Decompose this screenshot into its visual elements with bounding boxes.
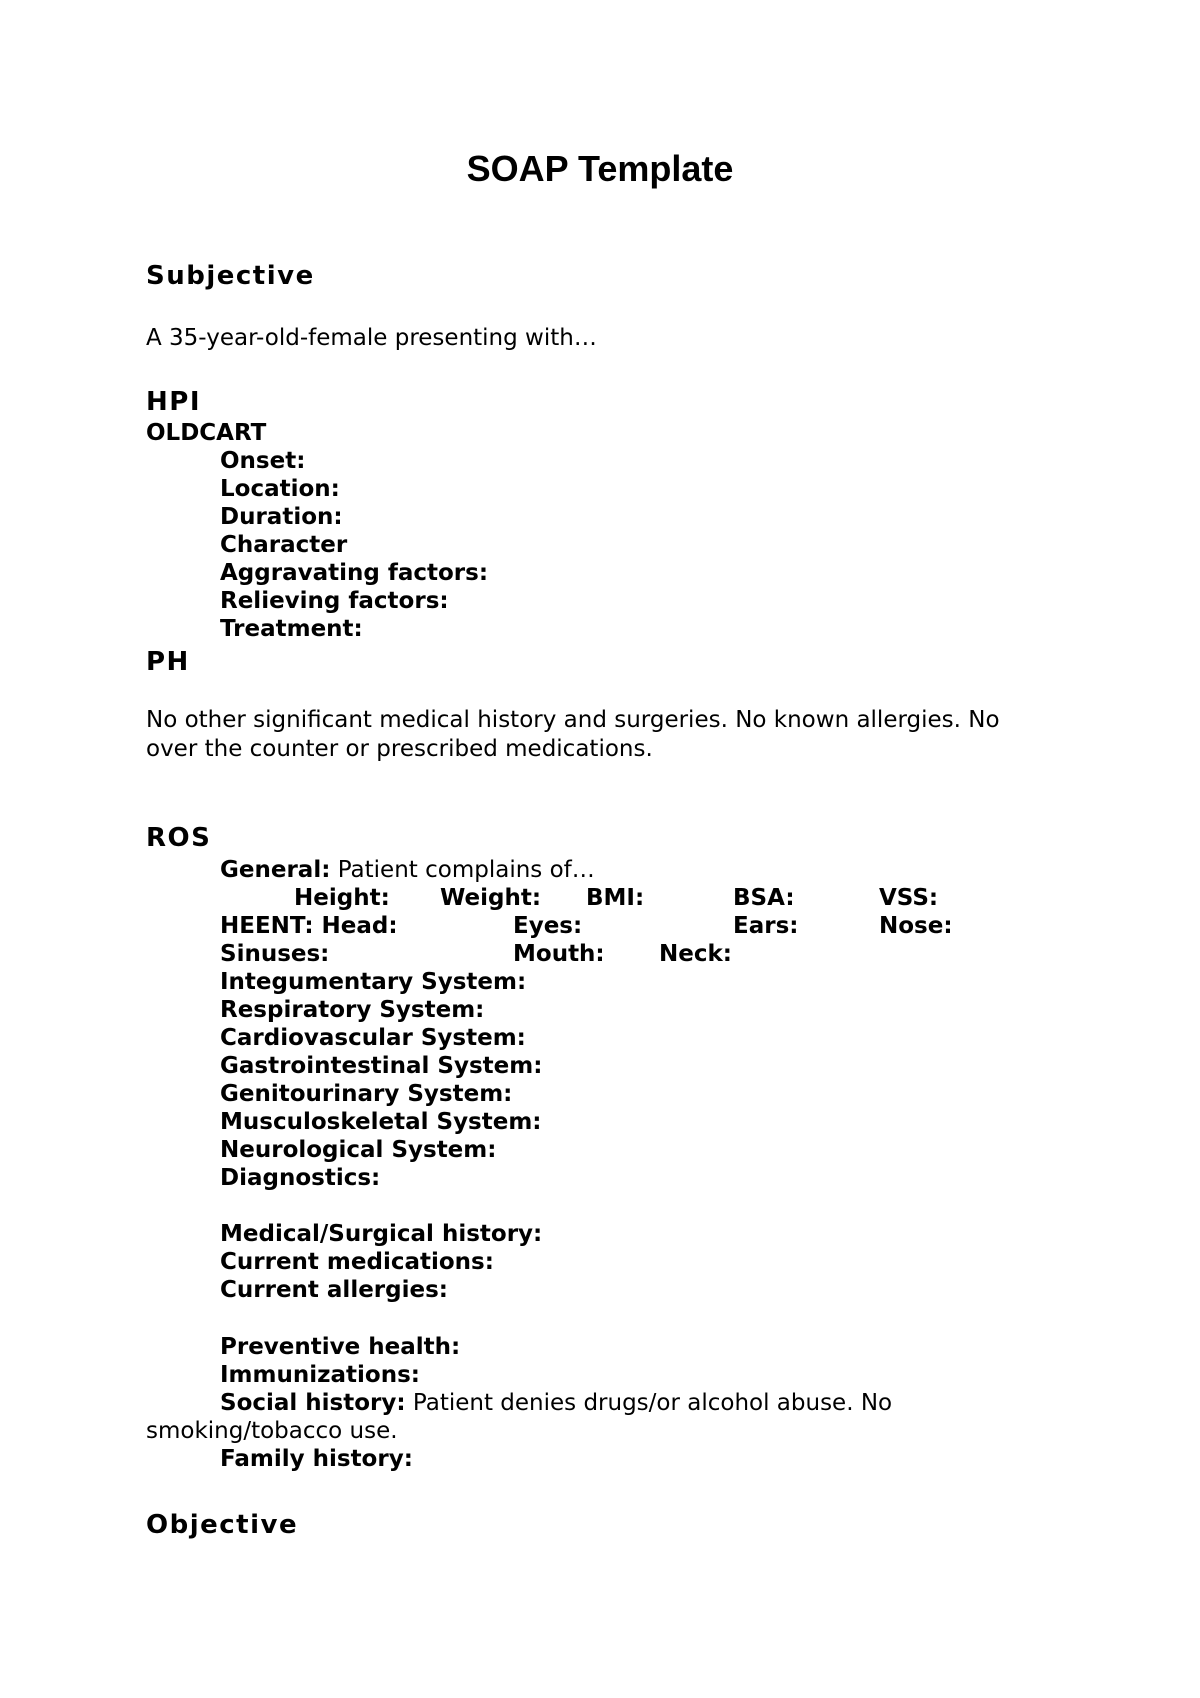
ros-general-label: General:: [220, 857, 331, 883]
document-title: SOAP Template: [466, 148, 734, 189]
hpi-item-onset: Onset:: [220, 448, 306, 474]
subjective-intro: A 35-year-old-female presenting with…: [146, 325, 597, 351]
ros-system-gastrointestinal: Gastrointestinal System:: [220, 1053, 543, 1079]
subjective-heading: Subjective: [146, 261, 315, 291]
ros-system-musculoskeletal: Musculoskeletal System:: [220, 1109, 542, 1135]
ros-general: [220, 856, 595, 884]
objective-heading: Objective: [146, 1510, 299, 1540]
ros-system-neurological: Neurological System:: [220, 1137, 497, 1163]
social-history-text: Patient denies drugs/or alcohol abuse. No: [405, 1390, 893, 1416]
ros-general-text: Patient complains of…: [330, 857, 595, 883]
family-history: Family history:: [220, 1446, 413, 1472]
hpi-heading: HPI: [146, 387, 201, 417]
ph-text-line2: over the counter or prescribed medications.: [146, 736, 653, 762]
ph-text-line1: No other significant medical history and surgeries. No known allergies. No: [146, 707, 1000, 733]
hpi-item-relieving: Relieving factors:: [220, 588, 449, 614]
heent-head: HEENT: Head:: [220, 913, 398, 939]
heent-eyes: Eyes:: [513, 913, 583, 939]
heent-ears: Ears:: [733, 913, 799, 939]
vitals-weight: Weight:: [440, 885, 542, 911]
preventive-health: Preventive health:: [220, 1334, 461, 1360]
immunizations: Immunizations:: [220, 1362, 420, 1388]
vitals-bmi: BMI:: [586, 885, 645, 911]
hpi-item-location: Location:: [220, 476, 340, 502]
medical-surgical-history: Medical/Surgical history:: [220, 1221, 543, 1247]
ros-system-integumentary: Integumentary System:: [220, 969, 527, 995]
heent-sinuses: Sinuses:: [220, 941, 330, 967]
heent-mouth: Mouth:: [513, 941, 605, 967]
heent-neck: Neck:: [659, 941, 732, 967]
hpi-item-character: Character: [220, 532, 348, 558]
ph-heading: PH: [146, 647, 190, 677]
ros-system-genitourinary: Genitourinary System:: [220, 1081, 513, 1107]
vitals-bsa: BSA:: [733, 885, 795, 911]
ros-heading: ROS: [146, 823, 212, 853]
vitals-vss: VSS:: [879, 885, 939, 911]
heent-nose: Nose:: [879, 913, 953, 939]
current-allergies: Current allergies:: [220, 1277, 448, 1303]
hpi-item-treatment: Treatment:: [220, 616, 363, 642]
ros-diagnostics: Diagnostics:: [220, 1165, 381, 1191]
ros-system-cardiovascular: Cardiovascular System:: [220, 1025, 526, 1051]
social-history: [220, 1389, 892, 1417]
hpi-mnemonic: OLDCART: [146, 420, 267, 446]
hpi-item-duration: Duration:: [220, 504, 343, 530]
hpi-item-aggravating: Aggravating factors:: [220, 560, 489, 586]
social-history-label: Social history:: [220, 1390, 406, 1416]
social-history-line2: smoking/tobacco use.: [146, 1418, 398, 1444]
vitals-height: Height:: [294, 885, 390, 911]
current-medications: Current medications:: [220, 1249, 494, 1275]
ros-system-respiratory: Respiratory System:: [220, 997, 485, 1023]
